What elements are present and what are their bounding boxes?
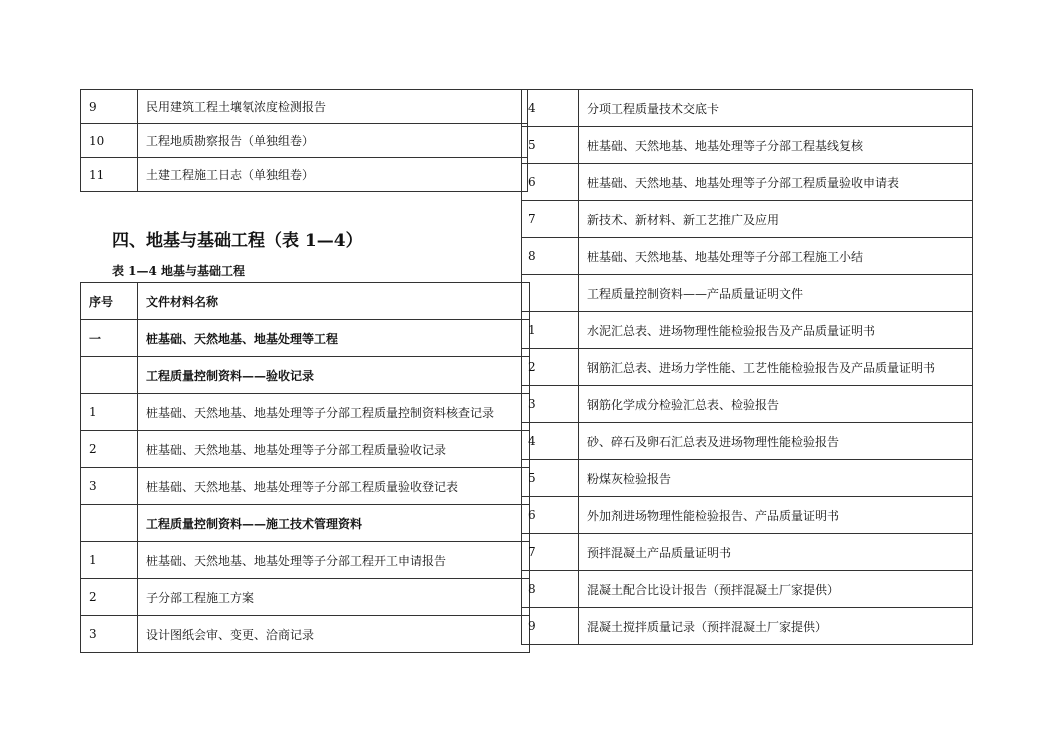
- row-document-name: 预拌混凝土产品质量证明书: [579, 534, 973, 571]
- row-document-name: 钢筋化学成分检验汇总表、检验报告: [579, 386, 973, 423]
- table-row: [522, 571, 973, 608]
- row-serial-number: 1: [522, 312, 579, 349]
- row-document-name: 桩基础、天然地基、地基处理等工程: [138, 320, 530, 357]
- row-document-name: 桩基础、天然地基、地基处理等子分部工程施工小结: [579, 238, 973, 275]
- row-serial-number: 3: [522, 386, 579, 423]
- header-serial-number: 序号: [81, 283, 138, 320]
- continued-table-top: [80, 89, 528, 192]
- row-document-name: 混凝土搅拌质量记录（预拌混凝土厂家提供）: [579, 608, 973, 645]
- section-title: 四、地基与基础工程（表 1—4）: [112, 231, 363, 251]
- row-document-name: 工程质量控制资料——施工技术管理资料: [138, 505, 530, 542]
- row-serial-number: 9: [522, 608, 579, 645]
- row-document-name: 外加剂进场物理性能检验报告、产品质量证明书: [579, 497, 973, 534]
- row-document-name: 混凝土配合比设计报告（预拌混凝土厂家提供）: [579, 571, 973, 608]
- row-serial-number: 6: [522, 164, 579, 201]
- row-serial-number: 8: [522, 571, 579, 608]
- row-serial-number: 10: [81, 124, 138, 158]
- row-document-name: 桩基础、天然地基、地基处理等子分部工程质量控制资料核查记录: [138, 394, 530, 431]
- table-row: [522, 497, 973, 534]
- table-row: [522, 460, 973, 497]
- row-serial-number: 7: [522, 201, 579, 238]
- row-document-name: 分项工程质量技术交底卡: [579, 90, 973, 127]
- table-row: [81, 468, 530, 505]
- table-row: [81, 431, 530, 468]
- table-row: [522, 238, 973, 275]
- row-serial-number: 4: [522, 90, 579, 127]
- row-serial-number: 3: [81, 468, 138, 505]
- row-document-name: 设计图纸会审、变更、洽商记录: [138, 616, 530, 653]
- row-document-name: 砂、碎石及卵石汇总表及进场物理性能检验报告: [579, 423, 973, 460]
- table-row: [522, 201, 973, 238]
- row-document-name: 工程质量控制资料——产品质量证明文件: [579, 275, 973, 312]
- row-serial-number: 5: [522, 460, 579, 497]
- table-row: [81, 579, 530, 616]
- row-document-name: 工程质量控制资料——验收记录: [138, 357, 530, 394]
- table-row: [522, 423, 973, 460]
- row-serial-number: 2: [522, 349, 579, 386]
- row-serial-number: 6: [522, 497, 579, 534]
- row-serial-number: 1: [81, 542, 138, 579]
- row-serial-number: 4: [522, 423, 579, 460]
- table-row: [522, 386, 973, 423]
- table-row: [81, 158, 528, 192]
- row-document-name: 粉煤灰检验报告: [579, 460, 973, 497]
- row-document-name: 土建工程施工日志（单独组卷）: [138, 158, 528, 192]
- row-serial-number: [522, 275, 579, 312]
- table-row: [522, 127, 973, 164]
- row-document-name: 桩基础、天然地基、地基处理等子分部工程质量验收登记表: [138, 468, 530, 505]
- foundation-table-right: [521, 89, 973, 645]
- row-serial-number: 11: [81, 158, 138, 192]
- row-serial-number: [81, 505, 138, 542]
- table-row: [81, 90, 528, 124]
- table-row: [81, 394, 530, 431]
- row-serial-number: 2: [81, 431, 138, 468]
- row-serial-number: 一: [81, 320, 138, 357]
- table-row: [522, 534, 973, 571]
- row-serial-number: 1: [81, 394, 138, 431]
- table-row: [81, 616, 530, 653]
- header-document-name: 文件材料名称: [138, 283, 530, 320]
- table-row: [81, 124, 528, 158]
- row-serial-number: 3: [81, 616, 138, 653]
- row-document-name: 桩基础、天然地基、地基处理等子分部工程质量验收记录: [138, 431, 530, 468]
- row-document-name: 桩基础、天然地基、地基处理等子分部工程开工申请报告: [138, 542, 530, 579]
- row-document-name: 钢筋汇总表、进场力学性能、工艺性能检验报告及产品质量证明书: [579, 349, 973, 386]
- row-document-name: 民用建筑工程土壤氡浓度检测报告: [138, 90, 528, 124]
- row-serial-number: [81, 357, 138, 394]
- table-row: [81, 357, 530, 394]
- table-row: [522, 164, 973, 201]
- row-document-name: 桩基础、天然地基、地基处理等子分部工程质量验收申请表: [579, 164, 973, 201]
- table-row: [81, 542, 530, 579]
- row-serial-number: 7: [522, 534, 579, 571]
- row-document-name: 桩基础、天然地基、地基处理等子分部工程基线复核: [579, 127, 973, 164]
- table-row: [81, 320, 530, 357]
- table-row: [522, 90, 973, 127]
- row-document-name: 新技术、新材料、新工艺推广及应用: [579, 201, 973, 238]
- row-serial-number: 2: [81, 579, 138, 616]
- foundation-table-left: [80, 282, 530, 653]
- table-row: [522, 275, 973, 312]
- table-row: [81, 505, 530, 542]
- table-row: [522, 608, 973, 645]
- table-row: [522, 349, 973, 386]
- table-row: [522, 312, 973, 349]
- row-serial-number: 8: [522, 238, 579, 275]
- row-document-name: 水泥汇总表、进场物理性能检验报告及产品质量证明书: [579, 312, 973, 349]
- table-caption: 表 1—4 地基与基础工程: [112, 264, 246, 278]
- row-document-name: 子分部工程施工方案: [138, 579, 530, 616]
- row-document-name: 工程地质勘察报告（单独组卷）: [138, 124, 528, 158]
- table-header-row: [81, 283, 530, 320]
- row-serial-number: 5: [522, 127, 579, 164]
- row-serial-number: 9: [81, 90, 138, 124]
